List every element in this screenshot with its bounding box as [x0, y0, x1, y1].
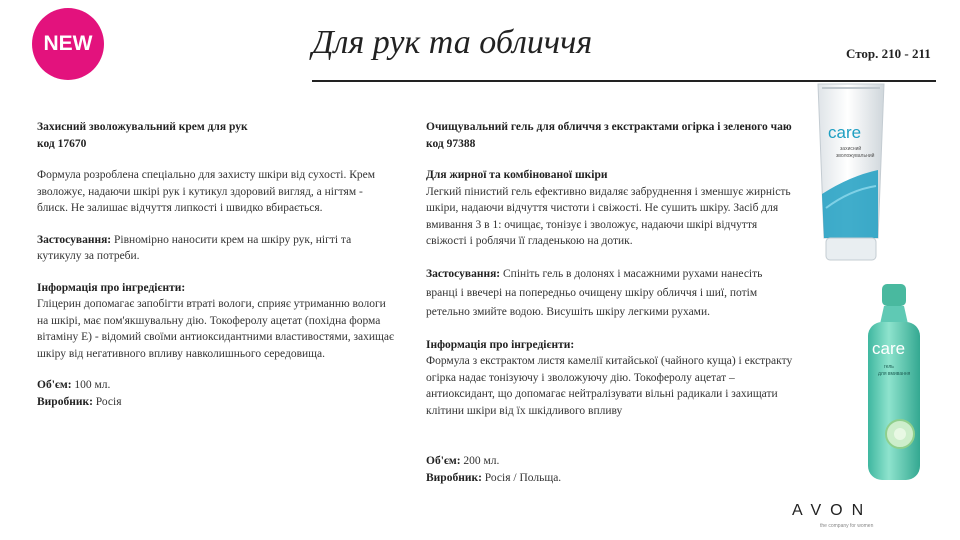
avon-logo	[778, 498, 958, 538]
usage-label: Застосування:	[426, 267, 501, 280]
product-name: Очищувальний гель для обличчя з екстрактами огірка і зеленого чаю	[426, 121, 792, 133]
product-description: Формула розроблена спеціально для захисту шкіри від сухості. Крем зволожує, надаючи шкірі рук і кутикул здоровий вигляд, а нігтям - блиск. Не залишає відчуття липкості і швидко вбирається.	[37, 169, 376, 214]
ingredients-section	[426, 337, 796, 420]
ingredients-label: Інформація про інгредієнти:	[426, 338, 575, 351]
volume-value: 100 мл.	[74, 379, 111, 391]
tube-brand: care	[828, 123, 862, 142]
product-name: Захисний зволожувальний крем для рук	[37, 121, 248, 133]
page-title: Для рук та обличчя	[312, 24, 593, 61]
usage-section	[37, 232, 395, 265]
description-text: Легкий пінистий гель ефективно видаляє забруднення і зменшує жирність шкіри, надаючи відчуття чистоти і свіжості. Не сушить шкіру. Засіб для вмивання 3 в 1: очищає, тонізує і зволожує, надаючи шкірі відчуття свіжості і роблячи її гладенькою на дотик.	[426, 185, 791, 247]
bottle-brand: care	[872, 339, 906, 358]
product-description	[426, 167, 796, 250]
usage-section	[426, 265, 796, 322]
bottle-label-line2: для вмивання	[878, 371, 911, 377]
hand-cream-tube-image	[816, 82, 886, 262]
maker-label: Виробник:	[37, 395, 93, 408]
ingredients-text: Гліцерин допомагає запобігти втраті вологи, сприяє утриманню вологи на шкірі, має пом'якшувальну дію. Токоферолу ацетат (похідна форма вітаміну Е) - відомий своїми антиоксидантними властивостями, захищає шкіру від негативного впливу навколишнього середовища.	[37, 298, 394, 360]
volume-maker	[37, 377, 395, 410]
ingredients-section	[37, 280, 395, 363]
maker-value: Росія	[95, 395, 122, 408]
maker-label: Виробник:	[426, 471, 482, 484]
tube-label-line1: захисний	[840, 146, 862, 152]
volume-label: Об'єм:	[37, 379, 72, 391]
usage-label: Застосування:	[37, 233, 112, 246]
bottle-label-line1: гель	[884, 364, 894, 370]
product-face-gel	[426, 119, 796, 486]
product-hand-cream	[37, 119, 395, 410]
volume-maker	[426, 453, 796, 486]
ingredients-label: Інформація про інгредієнти:	[37, 281, 186, 294]
ingredients-text: Формула з екстрактом листя камелії китайської (чайного куща) і екстракту огірка надає тонізуючу і зволожуючу дію. Токоферолу ацетат – антиоксидант, що допомагає нейтралізувати вільні радикали і захищати клітини шкіри від їх шкідливого впливу	[426, 355, 793, 417]
product-code: код 97388	[426, 137, 476, 150]
avon-tagline: the company for women	[820, 523, 874, 529]
usage-text: Спініть гель в долонях і масажними рухами нанесіть вранці і ввечері на попередньо очищену шкіру обличчя і шиї, потім ретельно змийте водою. Висушіть шкіру легкими рухами.	[426, 267, 763, 318]
maker-value: Росія / Польща.	[484, 471, 562, 484]
face-gel-bottle-image	[860, 284, 928, 484]
tube-label-line2: зволожувальний	[836, 153, 875, 159]
avon-wordmark: AVON	[792, 502, 873, 519]
skin-type: Для жирної та комбінованої шкіри	[426, 169, 608, 181]
product-code: код 17670	[37, 137, 87, 150]
volume-value: 200 мл.	[463, 455, 500, 467]
new-badge: NEW	[32, 8, 104, 80]
volume-label: Об'єм:	[426, 455, 461, 467]
usage-text: Рівномірно наносити крем на шкіру рук, нігті та кутикулу за потреби.	[37, 233, 352, 262]
page-range: Стор. 210 - 211	[846, 46, 931, 61]
